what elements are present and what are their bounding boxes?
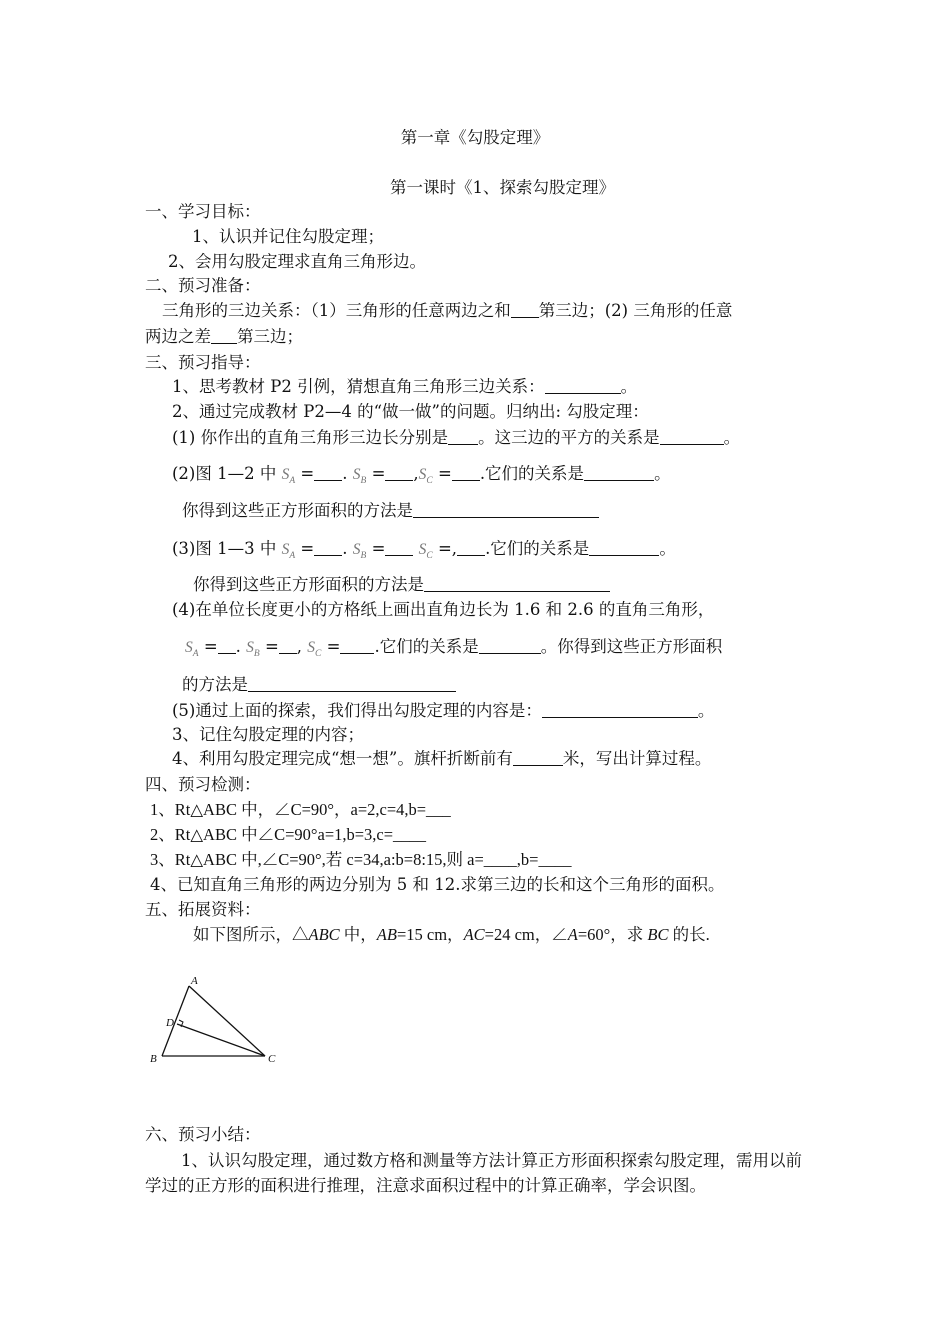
- label-c: C: [268, 1053, 276, 1065]
- segment-dc: [177, 1024, 265, 1056]
- check-problem-2: 2、Rt△ABC 中∠C=90°a=1,b=3,c=____: [150, 825, 427, 844]
- area-symbol-sc: $S_C$: [418, 466, 433, 487]
- check-problem-3: 3、Rt△ABC 中,∠C=90°,若 c=34,a:b=8:15,则 a=____,b=____: [150, 850, 572, 869]
- area-symbol-sb: $S_B$: [352, 466, 367, 487]
- text: 。: [697, 701, 715, 720]
- answer-blank[interactable]: [448, 428, 478, 445]
- answer-blank[interactable]: [584, 464, 654, 481]
- area-symbol-sb: $S_B$: [246, 639, 260, 660]
- answer-blank[interactable]: [542, 701, 698, 718]
- question-5: [172, 700, 714, 722]
- text: (1) 你作出的直角三角形三边长分别是: [172, 428, 449, 447]
- text: 你得到这些正方形面积的方法是: [193, 575, 424, 594]
- text: (5)通过上面的探索，我们得出勾股定理的内容是：: [172, 701, 542, 720]
- text: 4、利用勾股定理完成“想一想”。旗杆折断前有: [172, 749, 513, 768]
- text: 米，写出计算过程。: [562, 749, 712, 768]
- var: A: [567, 925, 578, 944]
- answer-blank[interactable]: [211, 327, 237, 344]
- answer-blank[interactable]: [413, 501, 599, 518]
- section-4-heading: 四、预习检测：: [145, 775, 261, 794]
- text: ,: [296, 637, 303, 656]
- text: .它们的关系是: [374, 637, 479, 656]
- area-symbol-sa: $S_A$: [281, 466, 296, 487]
- text: 第三边；: [237, 327, 303, 346]
- text: 的长.: [668, 925, 710, 944]
- section-3-heading: 三、预习指导：: [145, 353, 261, 372]
- answer-blank[interactable]: [248, 675, 456, 692]
- question-2: [172, 463, 671, 492]
- var: AC: [463, 925, 485, 944]
- triangle-relation-line-1: [162, 300, 732, 322]
- guide-item-4: [172, 748, 711, 770]
- guide-item-1: [172, 376, 637, 398]
- answer-blank[interactable]: [340, 637, 374, 654]
- var: ABC: [308, 925, 340, 944]
- guide-item-2: 2、通过完成教材 P2—4 的“做一做”的问题。归纳出: 勾股定理：: [172, 402, 649, 421]
- section-5-heading: 五、拓展资料：: [145, 900, 261, 919]
- question-4: (4)在单位长度更小的方格纸上画出直角边长为 1.6 和 2.6 的直角三角形，: [172, 600, 715, 619]
- answer-blank[interactable]: [424, 575, 610, 592]
- text: =: [300, 464, 315, 483]
- extension-problem: [193, 924, 710, 946]
- section-6-heading: 六、预习小结：: [145, 1125, 261, 1144]
- text: (2)图 1—2 中: [172, 464, 277, 483]
- text: 。这三边的平方的关系是: [478, 428, 660, 447]
- text: =15 cm，: [396, 925, 464, 944]
- guide-item-3: 3、记住勾股定理的内容；: [172, 725, 364, 744]
- text: .: [342, 464, 348, 483]
- var: AB: [376, 925, 397, 944]
- text: .: [235, 637, 241, 656]
- question-4-method: [182, 674, 456, 696]
- answer-blank[interactable]: [513, 749, 563, 766]
- text: =,: [437, 539, 458, 558]
- text: =: [326, 637, 341, 656]
- page-title: 第一章《勾股定理》: [400, 128, 550, 147]
- lesson-subtitle: 第一课时《1、探索勾股定理》: [390, 178, 615, 197]
- question-2-method: [182, 500, 599, 522]
- text: 。: [659, 539, 676, 558]
- question-4-areas: [185, 636, 722, 665]
- answer-blank[interactable]: [457, 539, 485, 556]
- answer-blank[interactable]: [385, 539, 413, 556]
- section-1-heading: 一、学习目标：: [145, 202, 261, 221]
- text: 两边之差: [145, 327, 211, 346]
- text: =: [371, 464, 386, 483]
- var: BC: [647, 925, 669, 944]
- check-problem-4: 4、已知直角三角形的两边分别为 5 和 12.求第三边的长和这个三角形的面积。: [150, 875, 725, 894]
- answer-blank[interactable]: [660, 428, 724, 445]
- area-symbol-sc: $S_C$: [418, 541, 433, 562]
- text: ∠: [551, 925, 568, 944]
- text: 如下图所示，: [193, 925, 292, 944]
- text: 。: [620, 377, 638, 396]
- triangle-relation-line-2: [145, 326, 303, 348]
- text: △: [292, 925, 309, 944]
- area-symbol-sa: $S_A$: [185, 639, 199, 660]
- text: =: [300, 539, 315, 558]
- answer-blank[interactable]: [479, 637, 541, 654]
- text: 。: [654, 464, 671, 483]
- answer-blank[interactable]: [314, 464, 342, 481]
- goal-item-1: 1、认识并记住勾股定理；: [192, 227, 384, 246]
- answer-blank[interactable]: [452, 464, 480, 481]
- triangle-figure: [140, 972, 290, 1067]
- text: 。: [723, 428, 741, 447]
- check-problem-1: 1、Rt△ABC 中，∠C=90°，a=2,c=4,b=___: [150, 800, 451, 819]
- text: (3)图 1—3 中: [172, 539, 277, 558]
- text: =60°，求: [577, 925, 648, 944]
- answer-blank[interactable]: [589, 539, 659, 556]
- text: 。你得到这些正方形面积: [540, 637, 723, 656]
- question-3-method: [193, 574, 610, 596]
- text: .它们的关系是: [485, 539, 590, 558]
- area-symbol-sa: $S_A$: [281, 541, 296, 562]
- area-symbol-sb: $S_B$: [352, 541, 367, 562]
- text: 1、思考教材 P2 引例，猜想直角三角形三边关系：: [172, 377, 545, 396]
- text: =: [203, 637, 218, 656]
- text: .: [342, 539, 348, 558]
- label-a: A: [191, 975, 198, 987]
- label-d: D: [166, 1017, 174, 1029]
- area-symbol-sc: $S_C$: [307, 639, 322, 660]
- text: =24 cm，: [484, 925, 552, 944]
- text: 你得到这些正方形面积的方法是: [182, 501, 413, 520]
- answer-blank[interactable]: [511, 301, 539, 318]
- text: =: [437, 464, 452, 483]
- text: 第三边；(2) 三角形的任意: [538, 301, 733, 320]
- question-3: [172, 538, 676, 567]
- label-b: B: [150, 1053, 157, 1065]
- segment-ac: [189, 986, 265, 1056]
- goal-item-2: 2、会用勾股定理求直角三角形边。: [168, 252, 426, 271]
- text: =: [371, 539, 386, 558]
- text: 中，: [339, 925, 377, 944]
- answer-blank[interactable]: [279, 637, 297, 654]
- text: ,: [413, 464, 419, 483]
- text: .它们的关系是: [479, 464, 585, 483]
- summary-paragraph: 1、认识勾股定理，通过数方格和测量等方法计算正方形面积探索勾股定理，需用以前学过的正方形的面积进行推理，注意求面积过程中的计算正确率，学会识图。: [145, 1151, 802, 1195]
- question-1: [172, 427, 740, 449]
- section-2-heading: 二、预习准备：: [145, 276, 261, 295]
- answer-blank[interactable]: [385, 464, 413, 481]
- answer-blank[interactable]: [545, 377, 621, 394]
- text: 的方法是: [182, 675, 248, 694]
- text: =: [264, 637, 279, 656]
- answer-blank[interactable]: [314, 539, 342, 556]
- answer-blank[interactable]: [218, 637, 236, 654]
- text: 三角形的三边关系：（1）三角形的任意两边之和: [162, 301, 511, 320]
